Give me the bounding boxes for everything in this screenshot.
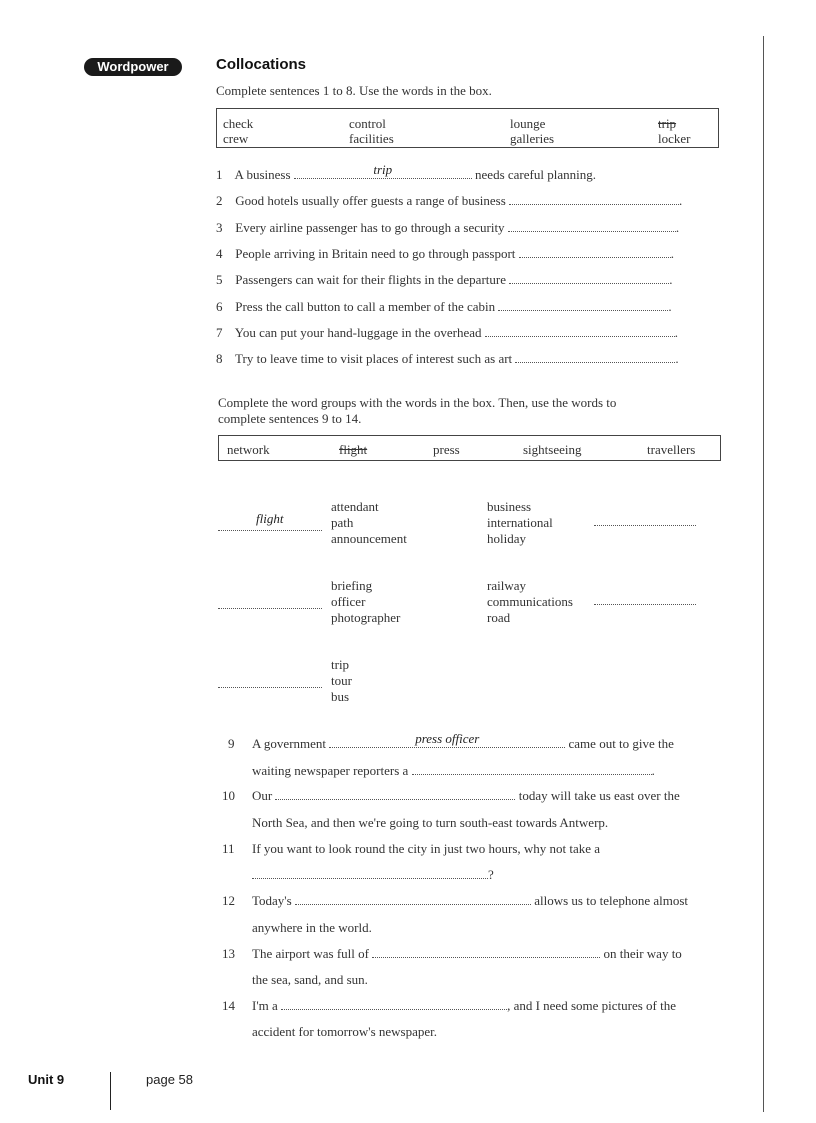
group-word: officer (331, 594, 366, 609)
sentence-9-line2 (252, 763, 655, 779)
answer-blank[interactable] (515, 352, 675, 363)
sentence-text: ? (488, 867, 494, 882)
box-word: network (227, 442, 270, 457)
footer-page-number: page 58 (146, 1072, 193, 1087)
sentence-number: 11 (222, 841, 235, 856)
sentence-12-line1 (252, 893, 688, 909)
sentence-number: 1 (216, 167, 223, 182)
sentence-8 (216, 351, 679, 367)
sentence-6 (216, 299, 672, 315)
sentence-text: . (675, 351, 679, 366)
sentence-number: 9 (228, 736, 235, 751)
word-group-1 (331, 499, 407, 547)
group-word: railway (487, 578, 526, 593)
box-word-struck: flight (339, 442, 368, 457)
sentence-text: Passengers can wait for their flights in the departure (235, 272, 506, 287)
sentence-text: . (675, 220, 680, 235)
sentence-text: Try to leave time to visit places of interest such as art (235, 351, 513, 366)
sentence-14-line2: accident for tomorrow's newspaper. (252, 1024, 438, 1039)
group-blank-3[interactable] (218, 598, 322, 609)
word-group-2 (487, 499, 553, 547)
answer-blank[interactable] (294, 162, 472, 179)
box-word: crew (223, 131, 249, 146)
word-box-2 (218, 435, 721, 461)
sentence-13-line1 (252, 946, 682, 962)
sentence-7 (216, 325, 678, 341)
sentence-text: . (674, 325, 678, 340)
answer-blank[interactable] (485, 326, 675, 337)
word-group-3 (331, 578, 400, 626)
sentence-12-line2: anywhere in the world. (252, 920, 372, 935)
group-word: announcement (331, 531, 407, 546)
sentence-number: 14 (222, 998, 235, 1013)
box-word: check (223, 116, 254, 131)
answer-blank[interactable] (372, 947, 600, 958)
sentence-11-line1: If you want to look round the city in just two hours, why not take a (252, 841, 601, 856)
box-word: locker (658, 131, 691, 146)
box-word: travellers (647, 442, 696, 457)
sentence-text: . (679, 193, 683, 208)
box-word: lounge (510, 116, 546, 131)
sentence-text: Every airline passenger has to go through a security (235, 220, 505, 235)
sentence-text: Today's (252, 893, 292, 908)
word-group-4 (487, 578, 573, 626)
answer-blank[interactable] (295, 894, 531, 905)
sentence-1 (216, 162, 596, 183)
sentence-14-line1 (252, 998, 676, 1014)
box-word: sightseeing (523, 442, 582, 457)
box-word: facilities (349, 131, 394, 146)
group-blank-5[interactable] (218, 677, 322, 688)
sentence-text: came out to give the (568, 736, 674, 751)
section2-instruction-line2: complete sentences 9 to 14. (218, 411, 362, 426)
group-word: bus (331, 689, 350, 704)
sentence-text: Press the call button to call a member of the cabin (235, 299, 496, 314)
sentence-text: . (670, 246, 674, 261)
group-word: tour (331, 673, 352, 688)
answer-blank[interactable] (509, 273, 669, 284)
sentence-13-line2: the sea, sand, and sun. (252, 972, 368, 987)
sentence-9-line1 (252, 731, 674, 752)
group-fill-1: flight (256, 511, 284, 526)
answer-blank[interactable] (508, 221, 676, 232)
section1-instruction: Complete sentences 1 to 8. Use the words in the box. (216, 83, 492, 98)
group-word: road (487, 610, 511, 625)
sentence-10-line1 (252, 788, 680, 804)
sentence-number: 8 (216, 351, 223, 366)
footer-unit: Unit 9 (28, 1072, 65, 1087)
sentence-number: 6 (216, 299, 223, 314)
group-word: briefing (331, 578, 373, 593)
sentence-number: 5 (216, 272, 223, 287)
group-word: business (487, 499, 532, 514)
sentence-text: waiting newspaper reporters a (252, 763, 409, 778)
sentence-text: on their way to (603, 946, 682, 961)
answer-blank[interactable] (519, 247, 671, 258)
word-box-1 (216, 108, 719, 148)
sentence-text: A government (252, 736, 327, 751)
sentence-10-line2: North Sea, and then we're going to turn south-east towards Antwerp. (252, 815, 609, 830)
answer-fill: press officer (415, 731, 480, 746)
sentence-2 (216, 193, 682, 209)
group-word: trip (331, 657, 350, 672)
sentence-number: 2 (216, 193, 223, 208)
sentence-text: today will take us east over the (518, 788, 680, 803)
answer-blank[interactable] (498, 300, 668, 311)
group-word: communications (487, 594, 573, 609)
sentence-text: The airport was full of (252, 946, 369, 961)
box-word: galleries (510, 131, 555, 146)
sentence-number: 7 (216, 325, 223, 340)
sentence-3 (216, 220, 679, 236)
sentence-4 (216, 246, 674, 262)
footer-divider (110, 1072, 111, 1110)
answer-blank[interactable] (412, 764, 652, 775)
word-group-5 (331, 657, 352, 705)
sentence-text: A business (234, 167, 291, 182)
group-word: attendant (331, 499, 379, 514)
sentence-number: 4 (216, 246, 223, 261)
group-word: holiday (487, 531, 526, 546)
group-word: path (331, 515, 354, 530)
sentence-11-line2 (252, 867, 494, 883)
answer-fill: trip (373, 162, 393, 177)
sentence-text: , and I need some pictures of the (507, 998, 677, 1013)
sentence-text: needs careful planning. (475, 167, 596, 182)
sentence-text: You can put your hand-luggage in the overhead (234, 325, 482, 340)
sentence-number: 10 (222, 788, 235, 803)
section-heading: Collocations (216, 56, 307, 73)
page-margin-line (763, 36, 764, 1112)
section2-instruction-line1: Complete the word groups with the words in the box. Then, use the words to (218, 395, 617, 410)
sentence-number: 12 (222, 893, 235, 908)
answer-blank[interactable] (281, 999, 507, 1010)
answer-blank[interactable] (275, 789, 515, 800)
sentence-text: allows us to telephone almost (534, 893, 689, 908)
wordpower-badge: Wordpower (84, 58, 182, 76)
box-word: press (433, 442, 460, 457)
sentence-text: Our (252, 788, 273, 803)
group-word: international (487, 515, 553, 530)
answer-blank[interactable] (252, 868, 488, 879)
box-word: control (349, 116, 386, 131)
sentence-5 (216, 272, 673, 288)
sentence-text: . (669, 272, 673, 287)
sentence-number: 13 (222, 946, 235, 961)
sentence-text: . (668, 299, 672, 314)
answer-blank[interactable] (509, 194, 679, 205)
sentence-text: People arriving in Britain need to go through passport (235, 246, 516, 261)
sentence-text: . (651, 763, 655, 778)
sentence-text: Good hotels usually offer guests a range of business (235, 193, 506, 208)
group-word: photographer (331, 610, 401, 625)
answer-blank[interactable] (329, 731, 565, 748)
box-word-struck: trip (658, 116, 677, 131)
sentence-number: 3 (216, 220, 223, 235)
group-blank-4[interactable] (594, 594, 696, 605)
group-blank-2[interactable] (594, 515, 696, 526)
sentence-text: I'm a (252, 998, 278, 1013)
